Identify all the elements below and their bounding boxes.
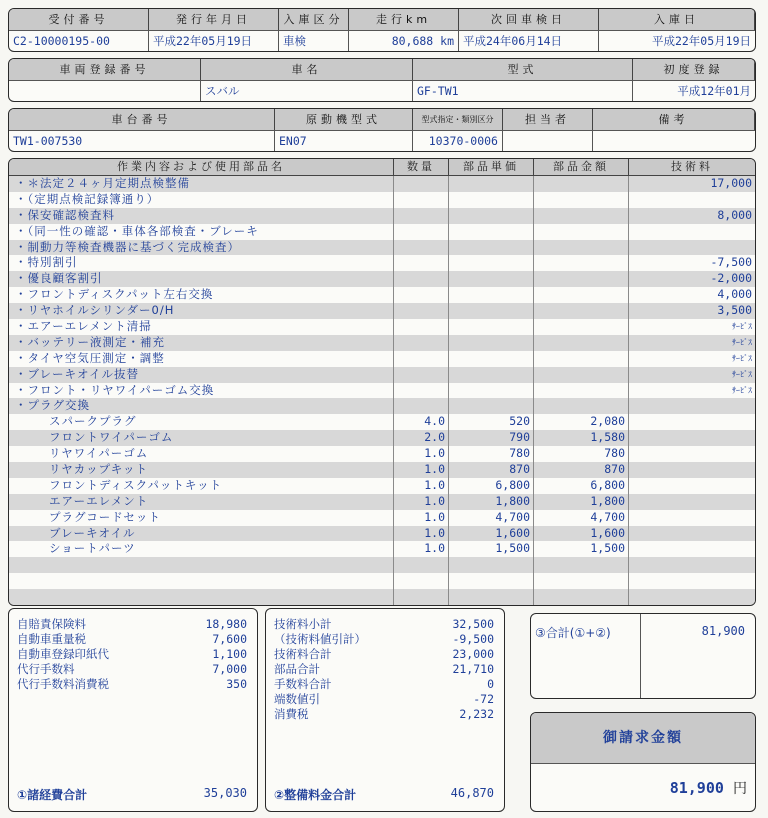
- summary-value: 1,100: [212, 647, 247, 661]
- maintenance-total-value: 46,870: [450, 786, 494, 800]
- item-quantity: [394, 319, 449, 335]
- item-description: ・特別割引: [9, 255, 394, 271]
- item-description: フロントワイパーゴム: [9, 430, 394, 446]
- header2-label-1: 車名: [201, 59, 413, 80]
- item-amount: [534, 557, 629, 573]
- item-labor: ｻｰﾋﾞｽ: [732, 337, 752, 347]
- remarks: [593, 130, 755, 151]
- item-amount: [534, 192, 629, 208]
- maintenance-total-label: ②整備料金合計: [274, 788, 357, 802]
- item-unit-price: [449, 573, 534, 589]
- item-description: ・優良顧客割引: [9, 271, 394, 287]
- item-description: リヤカップキット: [9, 462, 394, 478]
- invoice-label: 御請求金額: [531, 713, 755, 764]
- item-amount: [534, 176, 629, 192]
- item-description: ・バッテリー液測定・補充: [9, 335, 394, 351]
- item-labor: -2,000: [710, 271, 752, 286]
- item-labor: [629, 510, 755, 526]
- item-unit-price: [449, 383, 534, 399]
- list-item: [266, 647, 504, 662]
- items-rows: [9, 176, 755, 605]
- item-description: スパークプラグ: [9, 414, 394, 430]
- list-item: [9, 632, 257, 647]
- item-labor: ｻｰﾋﾞｽ: [732, 353, 752, 363]
- summary-label: 代行手数料: [17, 662, 75, 676]
- table-row: [9, 255, 755, 271]
- item-description: ・（同一性の確認・車体各部検査・ブレーキ: [9, 224, 394, 240]
- item-amount: [534, 208, 629, 224]
- expenses-total: [9, 786, 257, 803]
- table-row: [9, 192, 755, 208]
- item-unit-price: 780: [449, 446, 534, 462]
- item-quantity: 1.0: [394, 510, 449, 526]
- item-quantity: [394, 208, 449, 224]
- item-labor: [629, 224, 755, 240]
- item-quantity: 4.0: [394, 414, 449, 430]
- item-unit-price: [449, 287, 534, 303]
- item-description: ・＊法定２４ヶ月定期点検整備: [9, 176, 394, 192]
- summary-label: 部品合計: [274, 662, 320, 676]
- item-unit-price: 520: [449, 414, 534, 430]
- item-unit-price: [449, 398, 534, 414]
- table-row: [9, 494, 755, 510]
- items-table: [8, 158, 756, 606]
- col-description: 作業内容および使用部品名: [9, 159, 394, 176]
- item-amount: [534, 287, 629, 303]
- col-amount: 部品金額: [534, 159, 629, 176]
- table-row: [9, 526, 755, 542]
- item-labor: [629, 541, 755, 557]
- item-amount: 870: [534, 462, 629, 478]
- summary-label: 自動車重量税: [17, 632, 86, 646]
- item-unit-price: 1,800: [449, 494, 534, 510]
- maintenance-box: [265, 608, 505, 812]
- item-quantity: [394, 351, 449, 367]
- summary-value: 23,000: [452, 647, 494, 661]
- summary-value: -72: [473, 692, 494, 706]
- expenses-total-value: 35,030: [203, 786, 247, 800]
- item-quantity: [394, 557, 449, 573]
- item-description: ブレーキオイル: [9, 526, 394, 542]
- item-unit-price: [449, 176, 534, 192]
- item-unit-price: 4,700: [449, 510, 534, 526]
- item-labor: [629, 589, 755, 605]
- summary-label: 技術料小計: [274, 617, 332, 631]
- item-labor: -7,500: [710, 255, 752, 270]
- item-amount: 4,700: [534, 510, 629, 526]
- list-item: [266, 677, 504, 692]
- item-quantity: 1.0: [394, 541, 449, 557]
- header1-label-0: 受付番号: [9, 9, 149, 30]
- summary-value: 7,000: [212, 662, 247, 676]
- item-unit-price: 1,600: [449, 526, 534, 542]
- item-description: [9, 589, 394, 605]
- header-box-3: [8, 108, 756, 152]
- item-amount: [534, 319, 629, 335]
- item-amount: [534, 351, 629, 367]
- table-row: [9, 541, 755, 557]
- header-box-1: [8, 8, 756, 52]
- item-labor: [629, 462, 755, 478]
- summary-value: 350: [226, 677, 247, 691]
- header2-label-0: 車両登録番号: [9, 59, 201, 80]
- item-description: ・タイヤ空気圧測定・調整: [9, 351, 394, 367]
- item-labor: 4,000: [717, 287, 752, 302]
- summary-value: 32,500: [452, 617, 494, 631]
- item-unit-price: [449, 240, 534, 256]
- table-row: [9, 478, 755, 494]
- item-amount: 1,500: [534, 541, 629, 557]
- item-description: ・フロント・リヤワイパーゴム交換: [9, 383, 394, 399]
- item-quantity: 1.0: [394, 478, 449, 494]
- list-item: [266, 617, 504, 632]
- item-labor: [629, 573, 755, 589]
- summary-label: 自賠責保険料: [17, 617, 86, 631]
- header3-label-0: 車台番号: [9, 109, 275, 130]
- entry-date: 平成22年05月19日: [599, 30, 755, 51]
- list-item: [266, 632, 504, 647]
- table-row: [9, 287, 755, 303]
- item-labor: [629, 494, 755, 510]
- item-quantity: [394, 367, 449, 383]
- item-quantity: 2.0: [394, 430, 449, 446]
- item-amount: [534, 383, 629, 399]
- item-quantity: [394, 303, 449, 319]
- summary-label: 代行手数料消費税: [17, 677, 109, 691]
- item-labor: ｻｰﾋﾞｽ: [732, 369, 752, 379]
- header1-label-2: 入庫区分: [279, 9, 349, 30]
- list-item: [9, 677, 257, 692]
- grand-total-label: ③合計(①+②): [531, 614, 641, 698]
- list-item: [9, 662, 257, 677]
- car-name: スバル: [201, 80, 413, 101]
- table-row: [9, 271, 755, 287]
- item-quantity: 1.0: [394, 446, 449, 462]
- item-amount: [534, 224, 629, 240]
- table-row: [9, 573, 755, 589]
- item-unit-price: [449, 303, 534, 319]
- item-unit-price: [449, 271, 534, 287]
- item-quantity: [394, 255, 449, 271]
- item-description: リヤワイパーゴム: [9, 446, 394, 462]
- item-description: ・リヤホイルシリンダー0/H: [9, 303, 394, 319]
- item-amount: 1,580: [534, 430, 629, 446]
- item-amount: [534, 240, 629, 256]
- table-row: [9, 335, 755, 351]
- summary-label: （技術料値引計）: [274, 632, 366, 646]
- item-labor: [629, 446, 755, 462]
- item-quantity: [394, 398, 449, 414]
- header3-label-4: 備考: [593, 109, 755, 130]
- item-labor: [629, 478, 755, 494]
- item-unit-price: [449, 351, 534, 367]
- list-item: [266, 707, 504, 722]
- item-amount: [534, 303, 629, 319]
- item-description: [9, 557, 394, 573]
- table-row: [9, 303, 755, 319]
- next-inspection-date: 平成24年06月14日: [459, 30, 599, 51]
- chassis-number: TW1-007530: [9, 130, 275, 151]
- item-amount: [534, 367, 629, 383]
- item-labor: ｻｰﾋﾞｽ: [732, 322, 752, 332]
- item-amount: 1,800: [534, 494, 629, 510]
- table-row: [9, 430, 755, 446]
- summary-label: 端数値引: [274, 692, 320, 706]
- item-description: エアーエレメント: [9, 494, 394, 510]
- item-description: ショートパーツ: [9, 541, 394, 557]
- item-quantity: 1.0: [394, 462, 449, 478]
- table-row: [9, 367, 755, 383]
- item-labor: 8,000: [717, 207, 752, 222]
- item-quantity: [394, 573, 449, 589]
- summary-value: 2,232: [459, 707, 494, 721]
- header1-label-5: 入庫日: [599, 9, 755, 30]
- header3-label-2: 型式指定・類別区分: [413, 109, 503, 130]
- item-unit-price: 870: [449, 462, 534, 478]
- item-description: フロントディスクパットキット: [9, 478, 394, 494]
- item-amount: 780: [534, 446, 629, 462]
- table-row: [9, 383, 755, 399]
- item-quantity: [394, 240, 449, 256]
- table-row: [9, 224, 755, 240]
- header1-label-1: 発行年月日: [149, 9, 279, 30]
- header2-label-3: 初度登録: [633, 59, 755, 80]
- item-quantity: [394, 287, 449, 303]
- summary-value: 7,600: [212, 632, 247, 646]
- item-unit-price: [449, 335, 534, 351]
- item-labor: [629, 557, 755, 573]
- item-description: ・フロントディスクパット左右交換: [9, 287, 394, 303]
- item-unit-price: 790: [449, 430, 534, 446]
- item-unit-price: [449, 255, 534, 271]
- items-table-header: [9, 159, 755, 176]
- item-amount: [534, 335, 629, 351]
- summary-label: 手数料合計: [274, 677, 332, 691]
- item-description: ・（定期点検記録簿通り）: [9, 192, 394, 208]
- col-quantity: 数量: [394, 159, 449, 176]
- summary-label: 消費税: [274, 707, 309, 721]
- registration-number: [9, 80, 201, 101]
- table-row: [9, 240, 755, 256]
- model-code: GF-TW1: [413, 80, 633, 101]
- item-description: ・制動力等検査機器に基づく完成検査）: [9, 240, 394, 256]
- summary-label: 技術料合計: [274, 647, 332, 661]
- summary-value: -9,500: [452, 632, 494, 646]
- col-unit-price: 部品単価: [449, 159, 534, 176]
- table-row: [9, 446, 755, 462]
- summary-value: 18,980: [205, 617, 247, 631]
- header3-label-1: 原動機型式: [275, 109, 413, 130]
- item-unit-price: [449, 208, 534, 224]
- entry-category: 車検: [279, 30, 349, 51]
- item-amount: [534, 573, 629, 589]
- item-amount: [534, 589, 629, 605]
- item-quantity: [394, 589, 449, 605]
- item-unit-price: [449, 557, 534, 573]
- first-registration: 平成12年01月: [633, 80, 755, 101]
- table-row: [9, 319, 755, 335]
- table-row: [9, 351, 755, 367]
- item-labor: [629, 414, 755, 430]
- item-description: ・保安確認検査料: [9, 208, 394, 224]
- item-labor: [629, 398, 755, 414]
- table-row: [9, 414, 755, 430]
- item-description: ・プラグ交換: [9, 398, 394, 414]
- item-quantity: [394, 176, 449, 192]
- list-item: [9, 647, 257, 662]
- mileage: 80,688 km: [349, 30, 459, 51]
- table-row: [9, 208, 755, 224]
- invoice-value: 81,900: [669, 779, 724, 797]
- item-unit-price: 1,500: [449, 541, 534, 557]
- item-unit-price: [449, 192, 534, 208]
- list-item: [9, 617, 257, 632]
- item-description: ・エアーエレメント清掃: [9, 319, 394, 335]
- col-labor: 技術料: [629, 159, 755, 176]
- grand-total-box: [530, 613, 756, 699]
- item-labor: 17,000: [710, 176, 752, 190]
- invoice-unit: 円: [733, 781, 747, 797]
- table-row: [9, 398, 755, 414]
- item-labor: ｻｰﾋﾞｽ: [732, 385, 752, 395]
- item-labor: 3,500: [717, 303, 752, 318]
- table-row: [9, 589, 755, 605]
- type-designation: 10370-0006: [413, 130, 503, 151]
- item-description: ・ブレーキオイル抜替: [9, 367, 394, 383]
- item-quantity: [394, 383, 449, 399]
- item-quantity: [394, 224, 449, 240]
- item-amount: 1,600: [534, 526, 629, 542]
- item-unit-price: [449, 589, 534, 605]
- table-row: [9, 462, 755, 478]
- summary-label: 自動車登録印紙代: [17, 647, 109, 661]
- header3-label-3: 担当者: [503, 109, 593, 130]
- item-labor: [629, 240, 755, 256]
- item-amount: 2,080: [534, 414, 629, 430]
- staff-name: [503, 130, 593, 151]
- item-amount: [534, 255, 629, 271]
- item-quantity: [394, 335, 449, 351]
- issue-date: 平成22年05月19日: [149, 30, 279, 51]
- item-labor: [629, 430, 755, 446]
- item-amount: 6,800: [534, 478, 629, 494]
- grand-total-value: 81,900: [701, 624, 745, 638]
- invoice-box: [530, 712, 756, 812]
- maintenance-total: [266, 786, 504, 803]
- item-unit-price: [449, 319, 534, 335]
- item-quantity: 1.0: [394, 526, 449, 542]
- item-unit-price: [449, 367, 534, 383]
- table-row: [9, 176, 755, 192]
- table-row: [9, 557, 755, 573]
- item-description: [9, 573, 394, 589]
- list-item: [266, 692, 504, 707]
- item-quantity: [394, 192, 449, 208]
- reception-number: C2-10000195-00: [9, 30, 149, 51]
- item-unit-price: [449, 224, 534, 240]
- summary-value: 0: [487, 677, 494, 691]
- expenses-total-label: ①諸経費合計: [17, 788, 88, 802]
- item-labor: [629, 526, 755, 542]
- item-labor: [629, 192, 755, 208]
- item-quantity: [394, 271, 449, 287]
- item-description: プラグコードセット: [9, 510, 394, 526]
- item-quantity: 1.0: [394, 494, 449, 510]
- item-amount: [534, 398, 629, 414]
- header-box-2: [8, 58, 756, 102]
- header1-label-4: 次回車検日: [459, 9, 599, 30]
- summary-value: 21,710: [452, 662, 494, 676]
- engine-model: EN07: [275, 130, 413, 151]
- header2-label-2: 型式: [413, 59, 633, 80]
- item-amount: [534, 271, 629, 287]
- table-row: [9, 510, 755, 526]
- item-unit-price: 6,800: [449, 478, 534, 494]
- list-item: [266, 662, 504, 677]
- expenses-box: [8, 608, 258, 812]
- header1-label-3: 走行km: [349, 9, 459, 30]
